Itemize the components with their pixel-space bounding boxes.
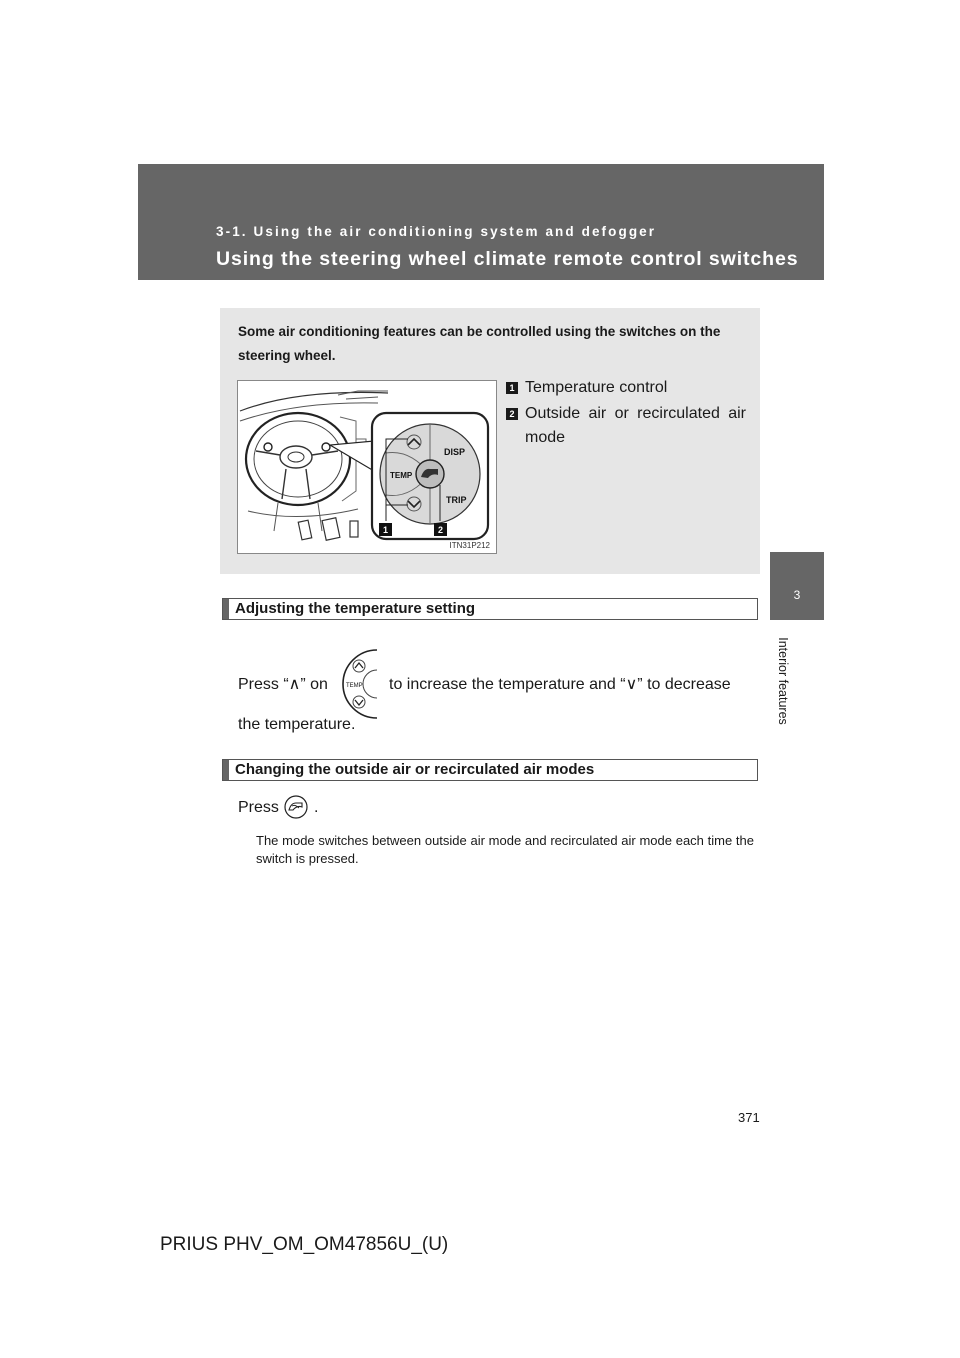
- steering-wheel-illustration: [238, 381, 496, 553]
- steering-wheel-figure: [237, 380, 497, 554]
- figure-code: ITN31P212: [449, 541, 490, 550]
- legend-item-temperature: [506, 376, 746, 400]
- subheading-temperature: [222, 598, 758, 620]
- air-mode-press-label: Press: [238, 799, 279, 816]
- legend-badge: 2: [506, 408, 518, 420]
- temperature-instruction-line2: the temperature.: [238, 716, 356, 733]
- subheading-bar: [223, 760, 229, 780]
- section-label: 3-1. Using the air conditioning system and defogger: [216, 224, 657, 239]
- subheading-text: Adjusting the temperature setting: [235, 600, 476, 617]
- legend-text: Outside air or recirculated air mode: [525, 405, 746, 446]
- figure-disp-label: DISP: [444, 447, 466, 457]
- chapter-label-text: Interior features: [776, 637, 790, 725]
- air-mode-press-end: .: [314, 799, 319, 816]
- document-id: PRIUS PHV_OM_OM47856U_(U): [160, 1234, 449, 1255]
- page-number: 371: [738, 1110, 760, 1125]
- subheading-air-mode: [222, 759, 758, 781]
- legend-badge: 1: [506, 382, 518, 394]
- subheading-bar: [223, 599, 229, 619]
- subheading-text: Changing the outside air or recirculated air modes: [235, 761, 595, 778]
- legend-item-air-mode: [506, 402, 746, 450]
- chapter-tab[interactable]: [770, 552, 824, 620]
- figure-badge-2: 2: [437, 525, 444, 535]
- temperature-instruction-start: Press “∧” on: [238, 676, 328, 693]
- intro-box: [220, 308, 760, 574]
- temp-switch-label: TEMP: [346, 683, 363, 689]
- figure-temp-label: TEMP: [390, 471, 413, 480]
- figure-badge-1: 1: [382, 525, 389, 535]
- air-mode-note: The mode switches between outside air mode and recirculated air mode each time the switch is pressed.: [256, 833, 754, 866]
- header-band: [138, 164, 824, 280]
- figure-legend: [506, 376, 746, 452]
- legend-text: Temperature control: [525, 379, 668, 396]
- page-title: Using the steering wheel climate remote control switches: [216, 248, 799, 270]
- chapter-label: [768, 620, 798, 742]
- figure-trip-label: TRIP: [446, 495, 467, 505]
- intro-text: Some air conditioning features can be controlled using the switches on the steering wheel.: [238, 324, 721, 363]
- chapter-number: 3: [793, 588, 801, 602]
- recirculation-button-icon: [284, 795, 308, 819]
- temp-switch-icon: [337, 648, 379, 720]
- temperature-instruction-end: to increase the temperature and “∨” to decrease: [389, 676, 731, 693]
